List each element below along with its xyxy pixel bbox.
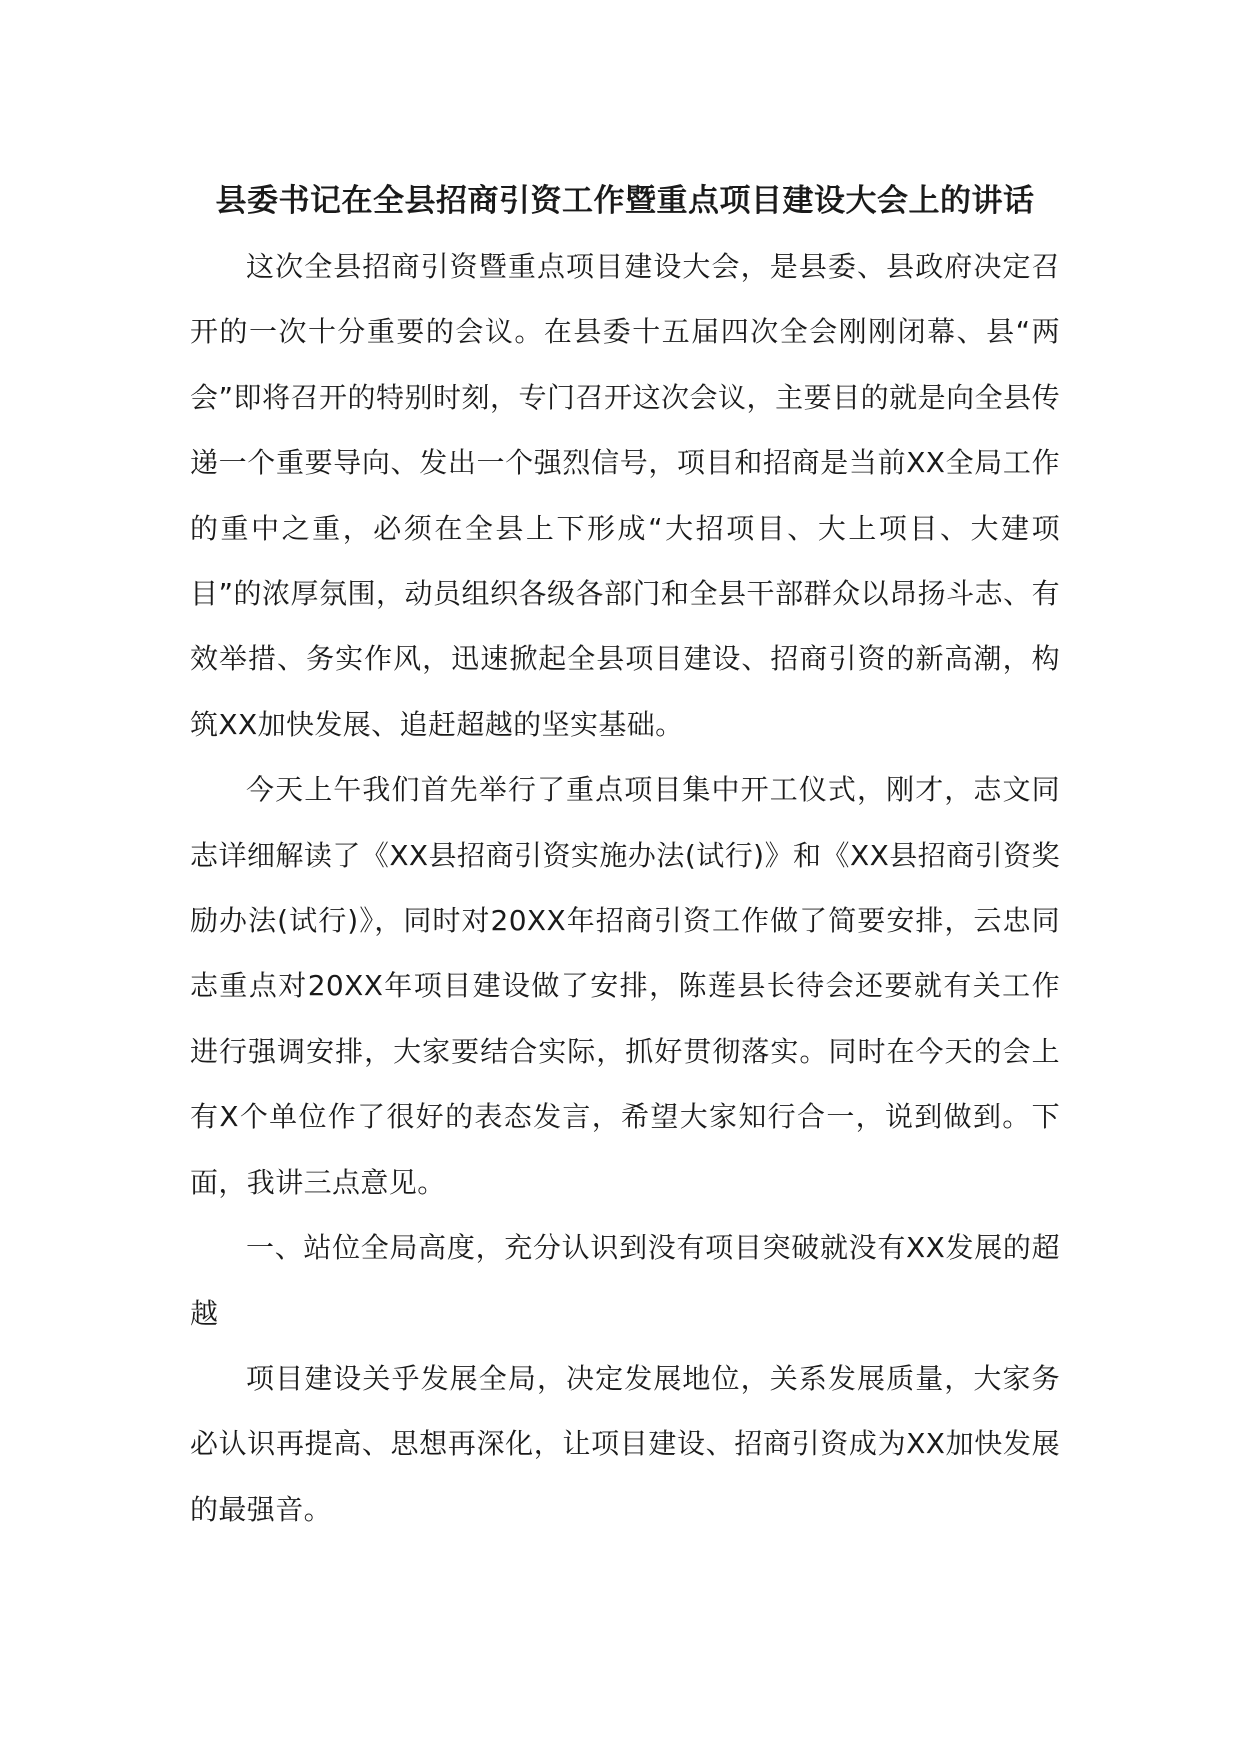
paragraph-section-one: 项目建设关乎发展全局，决定发展地位，关系发展质量，大家务必认识再提高、思想再深化，让项目建设、招商引资成为XX加快发展的最强音。 [190, 1361, 1060, 1526]
document-title: 县委书记在全县招商引资工作暨重点项目建设大会上的讲话 [215, 183, 1035, 219]
document-body [190, 234, 1060, 1542]
document-page [190, 168, 1060, 1542]
section-heading-one: 一、站位全局高度，充分认识到没有项目突破就没有XX发展的超越 [190, 1231, 1060, 1330]
paragraph-meeting-summary: 今天上午我们首先举行了重点项目集中开工仪式，刚才，志文同志详细解读了《XX县招商引资实施办法(试行)》和《XX县招商引资奖励办法(试行)》，同时对20XX年招商引资工作做了简要安排，云忠同志重点对20XX年项目建设做了安排，陈莲县长待会还要就有关工作进行强调安排，大家要结合实际，抓好贯彻落实。同时在今天的会上有X个单位作了很好的表态发言，希望大家知行合一，说到做到。下面，我讲三点意见。 [190, 773, 1060, 1199]
paragraph-intro: 这次全县招商引资暨重点项目建设大会，是县委、县政府决定召开的一次十分重要的会议。在县委十五届四次全会刚刚闭幕、县“两会”即将召开的特别时刻，专门召开这次会议，主要目的就是向全县传递一个重要导向、发出一个强烈信号，项目和招商是当前XX全局工作的重中之重，必须在全县上下形成“大招项目、大上项目、大建项目”的浓厚氛围，动员组织各级各部门和全县干部群众以昂扬斗志、有效举措、务实作风，迅速掀起全县项目建设、招商引资的新高潮，构筑XX加快发展、追赶超越的坚实基础。 [190, 250, 1060, 741]
